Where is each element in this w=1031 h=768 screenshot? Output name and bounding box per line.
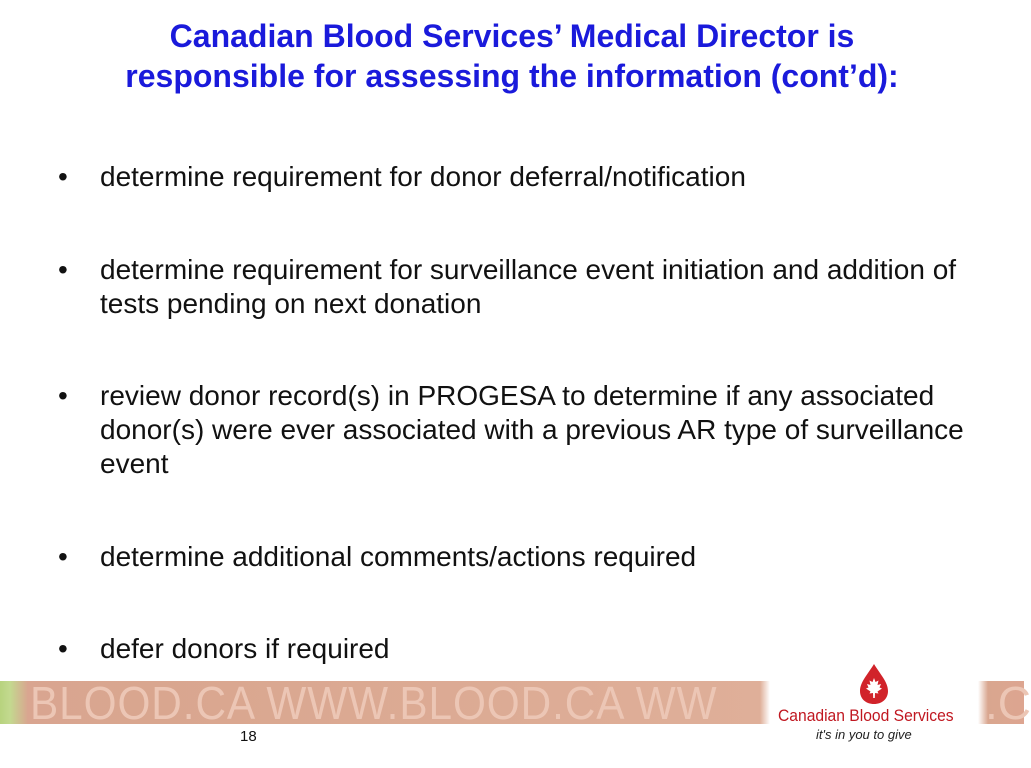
bullet-icon: • <box>58 541 68 572</box>
footer-url-text: BLOOD.CA WWW.BLOOD.CA WW <box>30 677 718 729</box>
bullet-item <box>58 160 978 194</box>
bullet-icon: • <box>58 254 68 285</box>
bullet-text: review donor record(s) in PROGESA to determine if any associated donor(s) were ever associated with a previous AR type of surveillance event <box>100 380 964 479</box>
bullet-icon: • <box>58 633 68 664</box>
bullet-icon: • <box>58 380 68 411</box>
bullet-item <box>58 540 978 574</box>
footer-url-text-right: .C <box>985 677 1031 729</box>
page-number: 18 <box>240 728 257 745</box>
bullet-text: defer donors if required <box>100 633 390 664</box>
slide-title <box>0 16 1024 96</box>
title-line-2: responsible for assessing the information (cont’d): <box>125 58 899 94</box>
blood-drop-maple-leaf-icon <box>854 662 894 706</box>
bullet-text: determine additional comments/actions required <box>100 541 697 572</box>
bullet-text: determine requirement for surveillance event initiation and addition of tests pending on next donation <box>100 254 957 319</box>
bullet-text: determine requirement for donor deferral/notification <box>100 161 746 192</box>
bullet-item <box>58 253 978 321</box>
logo-tagline: it's in you to give <box>816 727 912 742</box>
title-line-1: Canadian Blood Services’ Medical Director is <box>169 18 855 54</box>
canadian-blood-services-logo <box>770 662 978 742</box>
bullet-item <box>58 379 978 481</box>
logo-name: Canadian Blood Services <box>778 706 954 725</box>
bullet-item <box>58 632 978 666</box>
bullet-icon: • <box>58 161 68 192</box>
